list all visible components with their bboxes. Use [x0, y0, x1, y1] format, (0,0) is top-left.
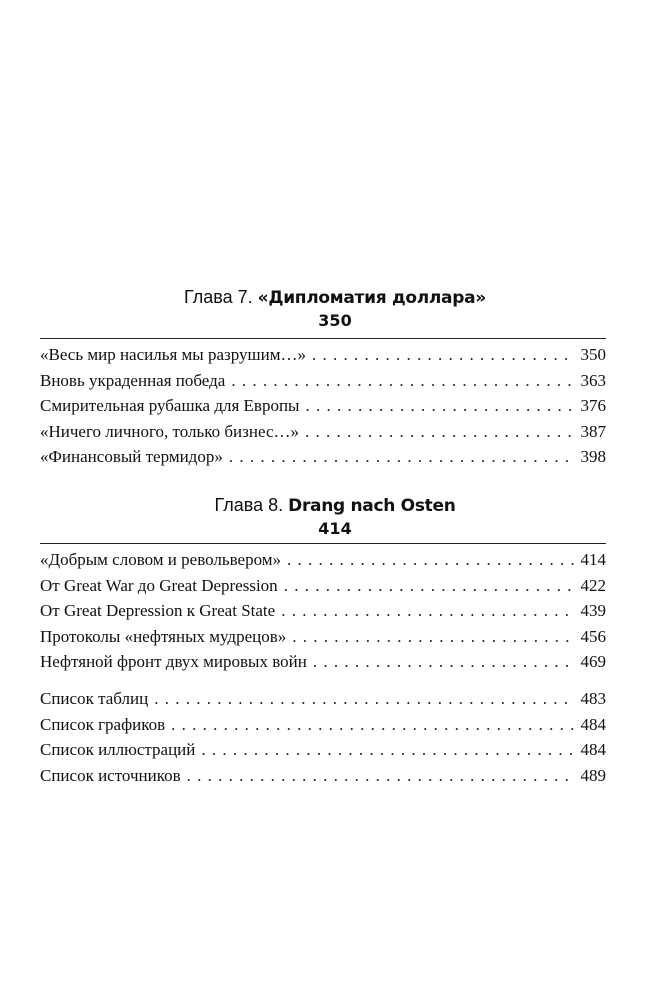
toc-entry-page: 483: [580, 689, 606, 708]
toc-entry-page: 484: [580, 714, 606, 734]
toc-entry[interactable]: [40, 368, 606, 394]
toc-entry[interactable]: [40, 649, 606, 675]
toc-entry-title: Список источников: [40, 765, 181, 785]
toc-leader-dots: [292, 624, 574, 650]
toc-entry[interactable]: [40, 393, 606, 419]
toc-leader-dots: [305, 419, 575, 445]
toc-entry-title: Список таблиц: [40, 689, 149, 708]
chapter-8-page: 414: [318, 519, 352, 538]
chapter-8-entries: [40, 547, 606, 675]
appendix-entries: [40, 686, 606, 788]
toc-entry-title: Смирительная рубашка для Европы: [40, 396, 300, 415]
chapter-7-title: «Дипломатия доллара»: [257, 288, 486, 308]
toc-entry-title: От Great Depression к Great State: [40, 601, 276, 620]
toc-entry-page: 387: [580, 421, 606, 441]
toc-entry-page: 489: [580, 765, 606, 785]
toc-entry-title: «Добрым словом и револьвером»: [40, 550, 282, 569]
toc-leader-dots: [313, 649, 575, 675]
chapter-7-label: Глава 7.: [184, 287, 253, 307]
toc-entry-page: 456: [580, 626, 606, 646]
chapter-8-label: Глава 8.: [214, 495, 284, 515]
toc-entry[interactable]: [40, 547, 606, 573]
toc-entry-page: 350: [580, 345, 606, 364]
chapter-7-page: 350: [318, 311, 352, 330]
toc-entry-page: 422: [580, 575, 606, 595]
chapter-7-heading: [0, 286, 670, 331]
toc-leader-dots: [229, 444, 575, 470]
toc-leader-dots: [187, 763, 575, 789]
toc-leader-dots: [201, 737, 574, 763]
toc-entry-title: Список иллюстраций: [40, 740, 196, 759]
toc-leader-dots: [231, 368, 574, 394]
toc-entry[interactable]: [40, 342, 606, 368]
toc-entry-page: 376: [580, 396, 606, 415]
toc-entry-title: Нефтяной фронт двух мировых войн: [40, 652, 307, 671]
chapter-7-heading-line: [0, 286, 670, 309]
toc-entry-title: От Great War до Great Depression: [40, 575, 278, 595]
toc-entry-title: «Ничего личного, только бизнес…»: [40, 421, 299, 441]
toc-leader-dots: [171, 712, 574, 738]
toc-entry[interactable]: [40, 763, 606, 789]
toc-entry-title: «Весь мир насилья мы разрушим…»: [40, 345, 306, 364]
toc-entry-page: 439: [580, 601, 606, 620]
toc-entry[interactable]: [40, 444, 606, 470]
toc-entry[interactable]: [40, 419, 606, 445]
toc-leader-dots: [154, 686, 574, 712]
toc-entry[interactable]: [40, 573, 606, 599]
toc-leader-dots: [281, 598, 574, 624]
toc-entry[interactable]: [40, 598, 606, 624]
toc-entry-title: «Финансовый термидор»: [40, 447, 223, 466]
toc-entry[interactable]: [40, 624, 606, 650]
toc-entry-title: Вновь украденная победа: [40, 370, 226, 390]
toc-leader-dots: [287, 547, 574, 573]
chapter-7-divider: [40, 338, 606, 339]
chapter-8-heading: [0, 494, 670, 539]
toc-entry[interactable]: [40, 737, 606, 763]
toc-entry-title: Список графиков: [40, 714, 166, 734]
toc-leader-dots: [305, 393, 574, 419]
toc-entry-page: 414: [580, 550, 606, 569]
toc-entry[interactable]: [40, 712, 606, 738]
toc-entry-title: Протоколы «нефтяных мудрецов»: [40, 626, 287, 646]
toc-entry-page: 363: [580, 370, 606, 390]
toc-entry-page: 398: [580, 447, 606, 466]
toc-entry-page: 484: [580, 740, 606, 759]
chapter-7-entries: [40, 342, 606, 470]
chapter-8-title: Drang nach Osten: [288, 496, 456, 516]
toc-entry-page: 469: [580, 652, 606, 671]
toc-leader-dots: [312, 342, 575, 368]
toc-leader-dots: [284, 573, 575, 599]
chapter-8-divider: [40, 543, 606, 544]
toc-entry[interactable]: [40, 686, 606, 712]
chapter-8-heading-line: [0, 494, 670, 517]
